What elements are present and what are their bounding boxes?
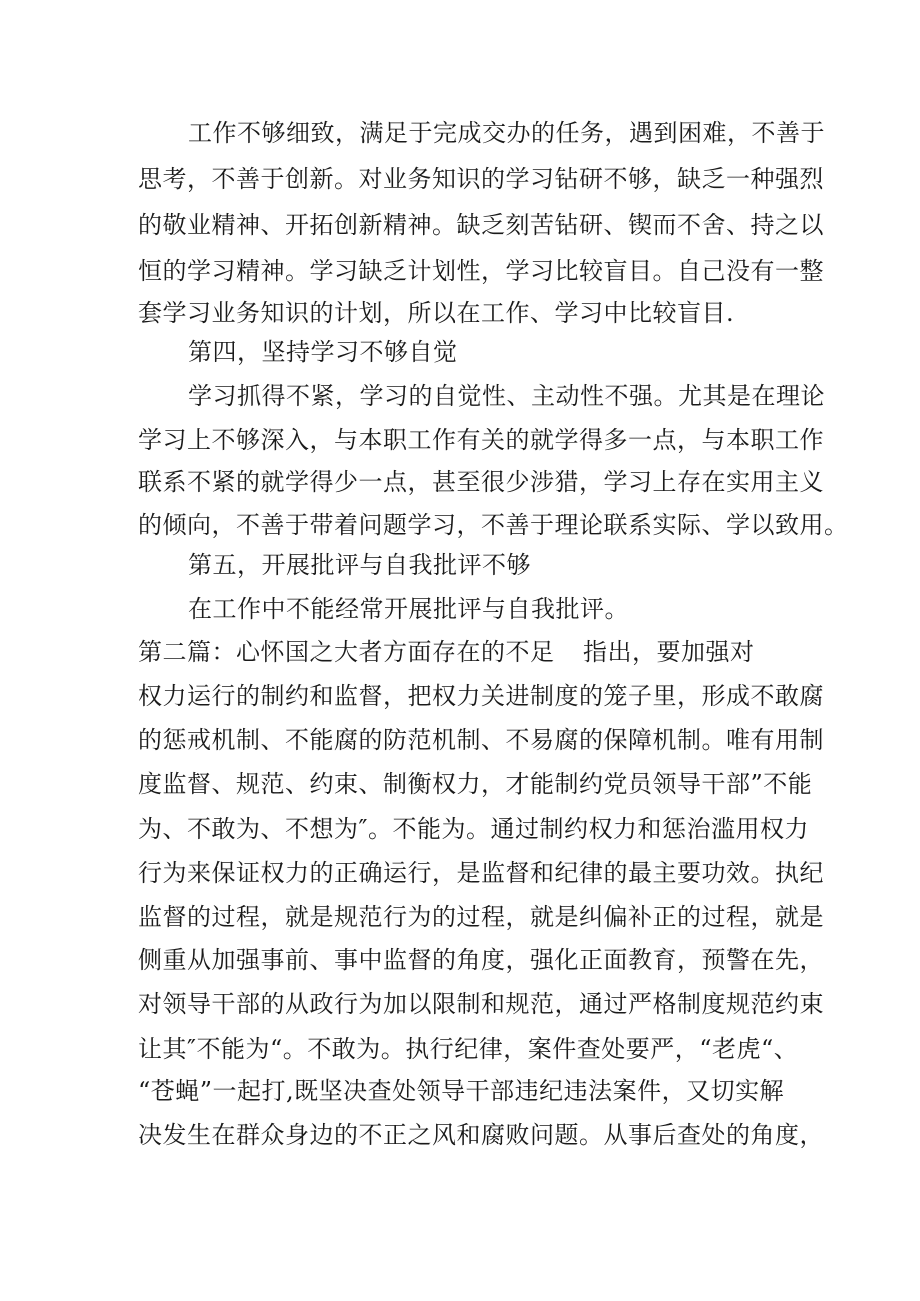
p1-line-3: 的敬业精神、开拓创新精神。缺乏刻苦钻研、锲而不舍、持之以 — [138, 211, 824, 239]
p4-line-11: 决发生在群众身边的不正之风和腐败问题。从事后查处的角度， — [138, 1121, 824, 1149]
p4-line-6: 监督的过程，就是规范行为的过程，就是纠偏补正的过程，就是 — [138, 903, 824, 931]
p4-line-5: 行为来保证权力的正确运行，是监督和纪律的最主要功效。执纪 — [138, 859, 824, 887]
p4-line-2: 的惩戒机制、不能腐的防范机制、不易腐的保障机制。唯有用制 — [138, 726, 824, 754]
p2-line-1: 学习抓得不紧，学习的自觉性、主动性不强。尤其是在理论 — [188, 382, 825, 410]
p4-line-4: 为、不敢为、不想为″。不能为。通过制约权力和惩治滥用权力 — [138, 815, 809, 843]
p1-line-5: 套学习业务知识的计划，所以在工作、学习中比较盲目. — [138, 299, 735, 327]
part2-first-tail: 指出，要加强对 — [583, 638, 755, 666]
p4-line-8: 对领导干部的从政行为加以限制和规范，通过严格制度规范约束 — [138, 990, 824, 1018]
p1-line-2: 思考，不善于创新。对业务知识的学习钻研不够，缺乏一种强烈 — [138, 165, 824, 193]
part2-title: 第二篇：心怀国之大者方面存在的不足 — [138, 638, 555, 666]
p1-line-1: 工作不够细致，满足于完成交办的任务，遇到困难，不善于 — [188, 119, 825, 147]
p2-line-2: 学习上不够深入，与本职工作有关的就学得多一点，与本职工作 — [138, 426, 824, 454]
p2-line-3: 联系不紧的就学得少一点，甚至很少涉猎，学习上存在实用主义 — [138, 468, 824, 496]
p4-line-9: 让其″不能为“。不敢为。执行纪律，案件查处要严，“老虎“、 — [138, 1035, 799, 1063]
p4-line-1: 权力运行的制约和监督，把权力关进制度的笼子里，形成不敢腐 — [138, 682, 824, 710]
p4-line-10: “苍蝇”一起打,既坚决查处领导干部违纪违法案件，又切实解 — [138, 1077, 785, 1105]
p2-line-4: 的倾向，不善于带着问题学习，不善于理论联系实际、学以致用。 — [138, 511, 849, 539]
p1-line-4: 恒的学习精神。学习缺乏计划性，学习比较盲目。自己没有一整 — [138, 257, 824, 285]
heading-5: 第五，开展批评与自我批评不够 — [188, 551, 531, 579]
p4-line-3: 度监督、规范、约束、制衡权力，才能制约党员领导干部”不能 — [138, 770, 813, 798]
heading-4: 第四，坚持学习不够自觉 — [188, 338, 458, 366]
p3-line-1: 在工作中不能经常开展批评与自我批评。 — [188, 595, 629, 623]
p4-line-7: 侧重从加强事前、事中监督的角度，强化正面教育，预警在先， — [138, 946, 824, 974]
